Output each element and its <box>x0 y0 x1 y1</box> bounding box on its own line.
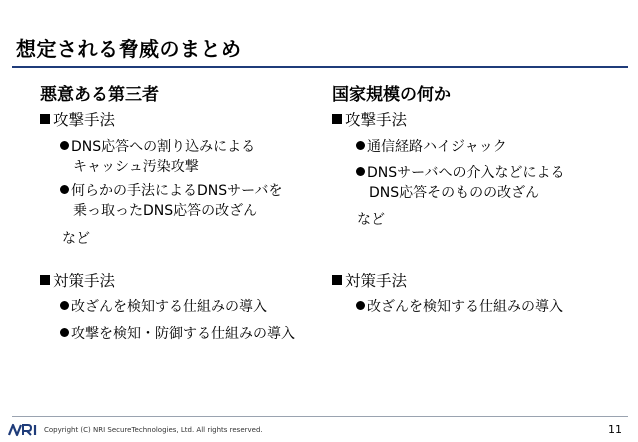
left-counter-1: 改ざんを検知する仕組みの導入 <box>60 297 267 317</box>
right-counter-label: 対策手法 <box>332 269 407 291</box>
bullet-icon <box>60 301 69 310</box>
left-method-2: 何らかの手法によるDNSサーバを 乗っ取ったDNS応答の改ざん <box>60 181 282 221</box>
left-column-heading: 悪意ある第三者 <box>40 85 159 105</box>
left-counter-2: 攻撃を検知・防御する仕組みの導入 <box>60 324 295 344</box>
bullet-icon <box>356 167 365 176</box>
right-method-2: DNSサーバへの介入などによる DNS応答そのものの改ざん <box>356 163 564 203</box>
page-number: 11 <box>608 423 622 436</box>
nri-logo <box>8 422 38 441</box>
left-methods-label: 攻撃手法 <box>40 108 115 130</box>
right-method-1: 通信経路ハイジャック <box>356 137 507 157</box>
bullet-icon <box>60 141 69 150</box>
bullet-icon <box>60 185 69 194</box>
square-bullet-icon <box>40 114 50 124</box>
copyright-text: Copyright (C) NRI SecureTechnologies, Ltd. All rights reserved. <box>44 426 263 434</box>
footer-divider <box>12 416 628 417</box>
square-bullet-icon <box>332 114 342 124</box>
bullet-icon <box>356 301 365 310</box>
right-counter-1: 改ざんを検知する仕組みの導入 <box>356 297 563 317</box>
right-column-heading: 国家規模の何か <box>332 85 451 105</box>
bullet-icon <box>60 328 69 337</box>
title-divider <box>12 66 628 68</box>
left-methods-etc: など <box>62 231 90 247</box>
left-method-1: DNS応答への割り込みによる キャッシュ汚染攻撃 <box>60 137 255 177</box>
right-methods-label: 攻撃手法 <box>332 108 407 130</box>
square-bullet-icon <box>332 275 342 285</box>
right-methods-etc: など <box>357 212 385 228</box>
bullet-icon <box>356 141 365 150</box>
left-counter-label: 対策手法 <box>40 269 115 291</box>
slide-title: 想定される脅威のまとめ <box>16 37 242 61</box>
square-bullet-icon <box>40 275 50 285</box>
